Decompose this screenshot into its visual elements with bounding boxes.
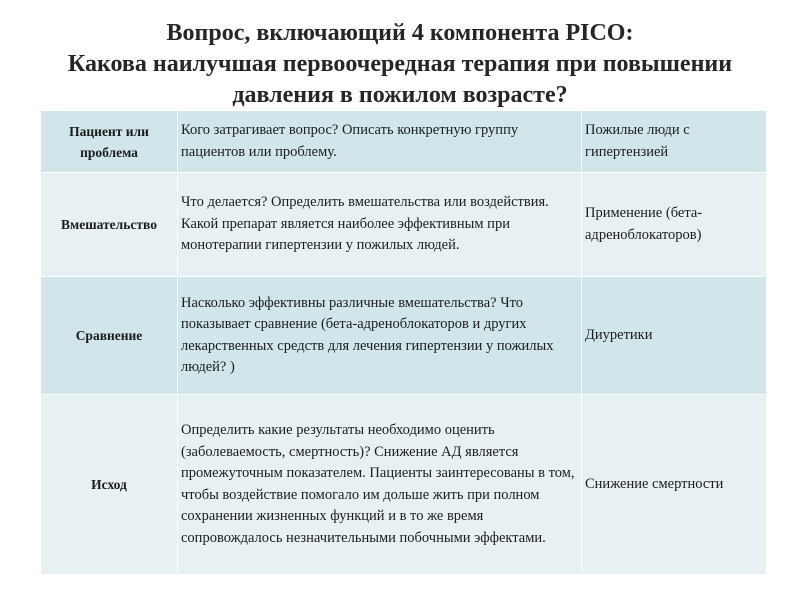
pico-table: [40, 110, 767, 575]
row-example-intervention: Применение (бета-адреноблокаторов): [582, 173, 767, 277]
title-line-1: Вопрос, включающий 4 компонента PICO:: [166, 20, 634, 46]
row-header-outcome: Исход: [41, 395, 178, 575]
title-line-3: давления в пожилом возрасте?: [232, 82, 568, 108]
table-row-outcome: [41, 395, 767, 575]
row-example-outcome: Снижение смертности: [582, 395, 767, 575]
slide-title: [0, 18, 800, 111]
row-header-comparison: Сравнение: [41, 277, 178, 395]
table-row-intervention: [41, 173, 767, 277]
table-row-comparison: [41, 277, 767, 395]
row-description-intervention: Что делается? Определить вмешательства или воздействия. Какой препарат является наиболее эффективным при монотерапии гипертензии у пожилых людей.: [178, 173, 582, 277]
table-row-patient: [41, 111, 767, 173]
row-header-patient: Пациент или проблема: [41, 111, 178, 173]
row-example-comparison: Диуретики: [582, 277, 767, 395]
row-description-comparison: Насколько эффективны различные вмешательства? Что показывает сравнение (бета-адреноблокаторов и других лекарственных средств для лечения гипертензии у пожилых людей? ): [178, 277, 582, 395]
row-header-intervention: Вмешательство: [41, 173, 178, 277]
row-description-patient: Кого затрагивает вопрос? Описать конкретную группу пациентов или проблему.: [178, 111, 582, 173]
title-line-2: Какова наилучшая первоочередная терапия при повышении: [67, 51, 733, 77]
row-description-outcome: Определить какие результаты необходимо оценить (заболеваемость, смертность)? Снижение АД является промежуточным показателем. Пациенты заинтересованы в том, чтобы воздействие помогало им дольше жить при полном сохранении жизненных функций и в то же время сопровождалось незначительными побочными эффектами.: [178, 395, 582, 575]
row-example-patient: Пожилые люди с гипертензией: [582, 111, 767, 173]
